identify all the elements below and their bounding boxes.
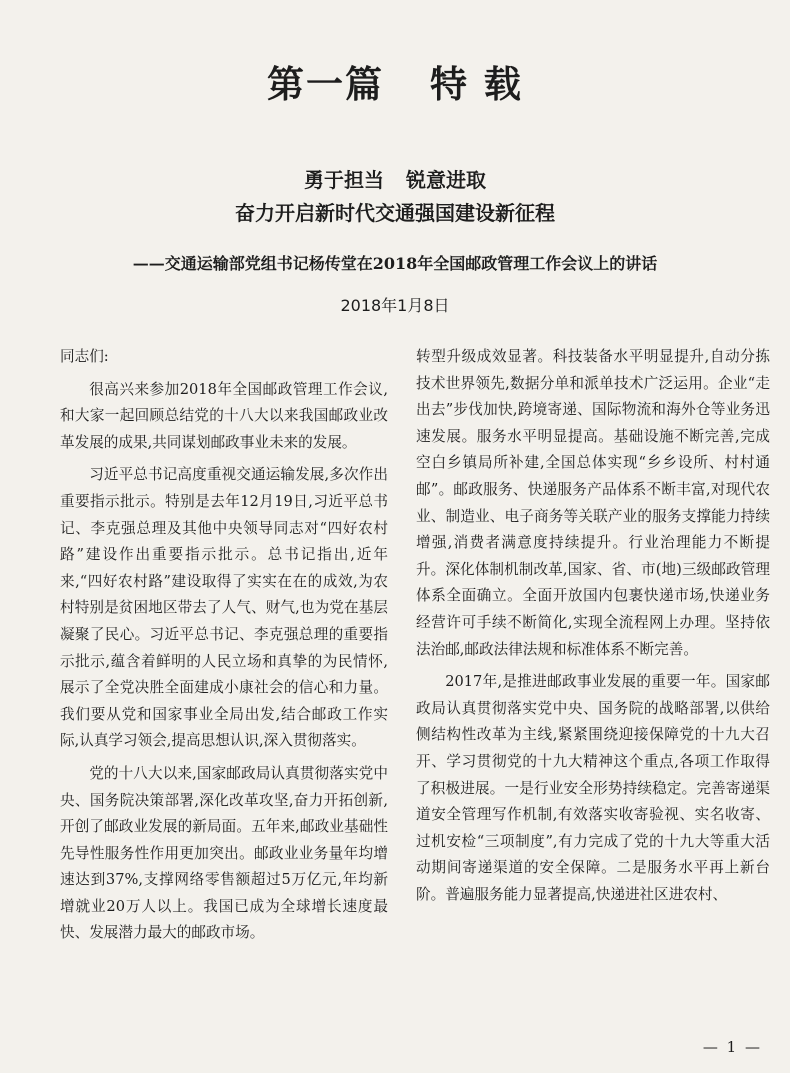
paragraph: 党的十八大以来,国家邮政局认真贯彻落实党中央、国务院决策部署,深化改革攻坚,奋力开拓创新,开创了邮政业发展的新局面。五年来,邮政业基础性先导性服务性作用更加突出。邮政业业务量年均增速达到37%,支撑网络零售额超过5万亿元,年均新增就业20万人以上。我国已成为全球增长速度最快、发展潜力最大的邮政市场。: [60, 764, 388, 942]
paragraph-continued: 转型升级成效显著。科技装备水平明显提升,自动分拣技术世界领先,数据分单和派单技术广泛运用。企业“走出去”步伐加快,跨境寄递、国际物流和海外仓等业务迅速发展。服务水平明显提高。基础设施不断完善,完成空白乡镇局所补建,全国总体实现“乡乡设所、村村通邮”。邮政服务、快递服务产品体系不断丰富,对现代农业、制造业、电子商务等关联产业的服务支撑能力持续增强,消费者满意度持续提升。行业治理能力不断提升。深化体制机制改革,国家、省、市(地)三级邮政管理体系全面确立。全面开放国内包裹快递市场,快递业务经营许可手续不断简化,实现全流程网上办理。坚持依法治邮,邮政法律法规和标准体系不断完善。: [416, 348, 770, 658]
paragraph: 习近平总书记高度重视交通运输发展,多次作出重要指示批示。特别是去年12月19日,习近平总书记、李克强总理及其他中央领导同志对“四好农村路”建设作出重要指示批示。总书记指出,近年来,“四好农村路”建设取得了实实在在的成效,为农村特别是贫困地区带去了人气、财气,也为党在基层凝聚了民心。习近平总书记、李克强总理的重要指示批示,蕴含着鲜明的人民立场和真挚的为民情怀,展示了全党决胜全面建成小康社会的信心和力量。我们要从党和国家事业全局出发,结合邮政工作实际,认真学习领会,提高思想认识,深入贯彻落实。: [60, 466, 388, 750]
paragraph: 2017年,是推进邮政事业发展的重要一年。国家邮政局认真贯彻落实党中央、国务院的战略部署,以供给侧结构性改革为主线,紧紧围绕迎接保障党的十九大召开、学习贯彻党的十九大精神这个重点,各项工作取得了积极进展。一是行业安全形势持续稳定。完善寄递渠道安全管理写作机制,有效落实收寄验视、实名收寄、过机安检“三项制度”,有力完成了党的十九大等重大活动期间寄递渠道的安全保障。二是服务水平再上新台阶。普遍服务能力显著提高,快递进社区进农村、: [416, 673, 770, 903]
right-column: [416, 344, 770, 908]
part-title: [0, 54, 790, 108]
salutation: 同志们:: [60, 348, 109, 365]
speech-date: 2018年1月8日: [340, 296, 450, 315]
page-number: — 1 —: [702, 1038, 762, 1056]
part-title-number: 第一篇: [267, 62, 385, 106]
left-column: [60, 344, 388, 947]
part-title-name: 特 载: [430, 62, 523, 106]
speech-subtitle: ——交通运输部党组书记杨传堂在2018年全国邮政管理工作会议上的讲话: [132, 254, 658, 273]
paragraph: 很高兴来参加2018年全国邮政管理工作会议,和大家一起回顾总结党的十八大以来我国邮政业改革发展的成果,共同谋划邮政事业未来的发展。: [60, 380, 388, 451]
headline-phrase-b: 锐意进取: [406, 168, 486, 192]
headline-phrase-a: 勇于担当: [304, 168, 384, 192]
headline-line-1: [0, 164, 790, 193]
headline-line-2: 奋力开启新时代交通强国建设新征程: [235, 201, 555, 225]
